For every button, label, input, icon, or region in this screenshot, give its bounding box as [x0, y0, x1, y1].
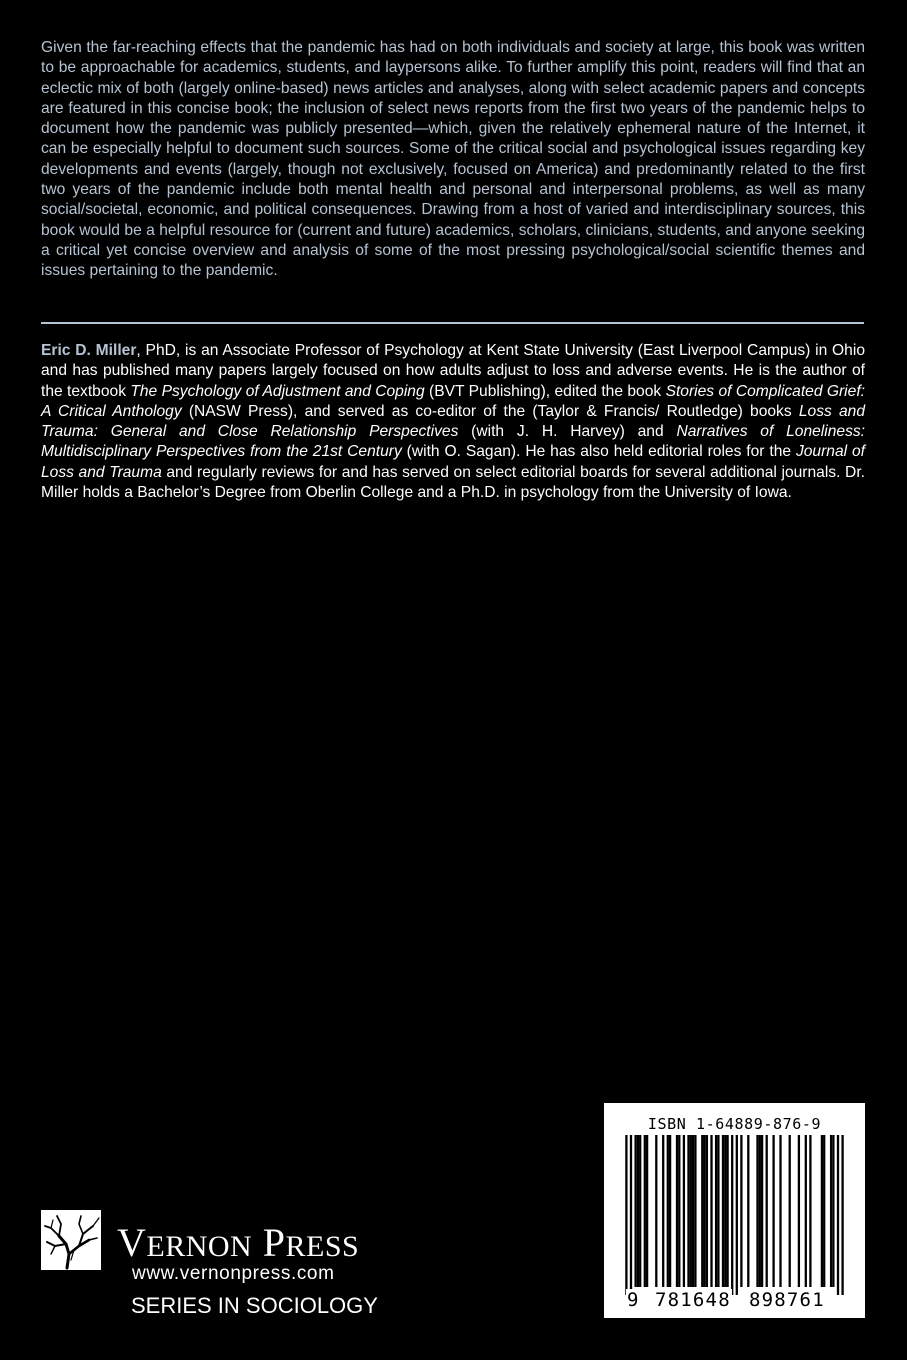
bio-text-5: (with O. Sagan). He has also held editorial roles for the — [401, 443, 796, 461]
barcode-bar — [625, 1135, 627, 1295]
barcode-bar — [830, 1135, 832, 1287]
barcode-bar — [841, 1135, 843, 1295]
barcode-bar — [809, 1135, 811, 1287]
barcode-bar — [639, 1135, 641, 1287]
tree-branches-icon — [41, 1210, 101, 1270]
publisher-name-initial-2: P — [262, 1220, 286, 1265]
barcode-bar — [678, 1135, 680, 1287]
barcode-panel — [604, 1103, 865, 1318]
publisher-logo — [41, 1210, 101, 1270]
barcode-bar — [717, 1135, 719, 1287]
barcode-bar — [823, 1135, 825, 1287]
barcode-bar — [759, 1135, 761, 1287]
book-description: Given the far-reaching effects that the pandemic has had on both individuals and society at large, this book was written to be approachable for academics, students, and laypersons alike. To further amplify this point, readers will find that an eclectic mix of both (largely online-based) news articles and analyses, along with select academic papers and concepts are featured in this concise book; the inclusion of select news reports from the first two years of the pandemic helps to document how the pandemic was publicly presented—which, given the relatively ephemeral nature of the Internet, it can be especially helpful to document such sources. Some of the critical social and psychological issues regarding key developments and events (largely, though not exclusively, focused on America) and predominantly related to the first two years of the pandemic include both mental health and personal and interpersonal problems, as well as many social/societal, economic, and political consequences. Drawing from a host of varied and interdisciplinary sources, this book would be a helpful resource for (current and future) academics, scholars, clinicians, students, and anyone seeking a critical yet concise overview and analysis of some of the most pressing psychological/social scientific themes and issues pertaining to the pandemic. — [41, 39, 865, 280]
ean-right-group: 898761 — [749, 1289, 825, 1311]
isbn-label: ISBN 1-64889-876-9 — [647, 1115, 822, 1133]
barcode-bar — [805, 1135, 807, 1287]
barcode-bar — [724, 1135, 726, 1287]
barcode-bar — [667, 1135, 669, 1287]
bio-text-4: (with J. H. Harvey) and — [458, 423, 677, 441]
barcode-bar — [703, 1135, 705, 1287]
barcode-bar — [683, 1135, 685, 1287]
ean-digits — [604, 1289, 865, 1313]
bio-text-1: , PhD, is an Associate Professor of Psychology at Kent State University (East Liverpool Campus) in Ohio and has published many papers largely focused on how adults adjust to loss and adverse events. He is the author of the textbook — [41, 342, 865, 400]
barcode-bar — [710, 1135, 712, 1287]
barcode-bar — [722, 1135, 724, 1287]
barcode-bar — [747, 1135, 749, 1287]
barcode-bar — [692, 1135, 694, 1287]
author-bio — [41, 341, 865, 503]
barcode-bar — [736, 1135, 738, 1295]
barcode-bar — [634, 1135, 636, 1287]
barcode-bar — [701, 1135, 703, 1287]
series-name: SERIES IN SOCIOLOGY — [131, 1293, 378, 1318]
bio-text-3: (NASW Press), and served as co-editor of the (Taylor & Francis/ Routledge) books — [181, 402, 799, 420]
book-title-1: The Psychology of Adjustment and Coping — [130, 382, 425, 400]
barcode-bar — [756, 1135, 758, 1287]
barcode-bars — [624, 1135, 845, 1295]
barcode-bar — [676, 1135, 678, 1287]
bio-text-2: (BVT Publishing), edited the book — [424, 382, 666, 400]
barcode-bar — [706, 1135, 708, 1287]
barcode-bar — [798, 1135, 800, 1287]
publisher-name-rest-2: RESS — [285, 1230, 360, 1263]
barcode-bar — [669, 1135, 671, 1287]
barcode-bar — [740, 1135, 742, 1287]
barcode-bar — [789, 1135, 791, 1287]
barcode-bar — [761, 1135, 763, 1287]
barcode-bar — [832, 1135, 834, 1287]
journal-title: Journal of Loss and Trauma — [41, 443, 865, 481]
ean-first-digit: 9 — [627, 1289, 639, 1311]
publisher-name — [117, 1222, 359, 1268]
ean-left-group: 781648 — [655, 1289, 731, 1311]
author-name: Eric D. Miller — [41, 342, 137, 359]
barcode-bar — [766, 1135, 768, 1287]
barcode — [624, 1135, 845, 1295]
barcode-bar — [644, 1135, 646, 1287]
barcode-bar — [779, 1135, 781, 1287]
book-title-3: Loss and Trauma: General and Close Relationship Perspectives — [41, 402, 865, 441]
barcode-bar — [630, 1135, 632, 1295]
barcode-bar — [731, 1135, 733, 1295]
bio-text-6: and regularly reviews for and has served on select editorial boards for several additional journals. Dr. Miller holds a Bachelor’s Degree from Oberlin College and a Ph.D. in psychology from the University of Iowa. — [41, 463, 865, 502]
barcode-bar — [646, 1135, 648, 1287]
barcode-bar — [821, 1135, 823, 1287]
barcode-bar — [662, 1135, 664, 1287]
barcode-bar — [655, 1135, 657, 1287]
barcode-bar — [687, 1135, 689, 1287]
publisher-website: www.vernonpress.com — [132, 1263, 335, 1284]
barcode-bar — [694, 1135, 696, 1287]
barcode-bar — [837, 1135, 839, 1295]
barcode-bar — [772, 1135, 774, 1287]
barcode-bar — [690, 1135, 692, 1287]
publisher-name-rest-1: ERNON — [146, 1230, 253, 1263]
barcode-bar — [715, 1135, 717, 1287]
book-title-4: Narratives of Loneliness: Multidisciplinary Perspectives from the 21st Century — [41, 423, 866, 461]
publisher-name-initial-1: V — [117, 1220, 147, 1265]
section-divider — [41, 322, 864, 324]
barcode-bar — [726, 1135, 728, 1287]
barcode-bar — [637, 1135, 639, 1287]
book-title-2: Stories of Complicated Grief: A Critical Anthology — [41, 382, 865, 420]
